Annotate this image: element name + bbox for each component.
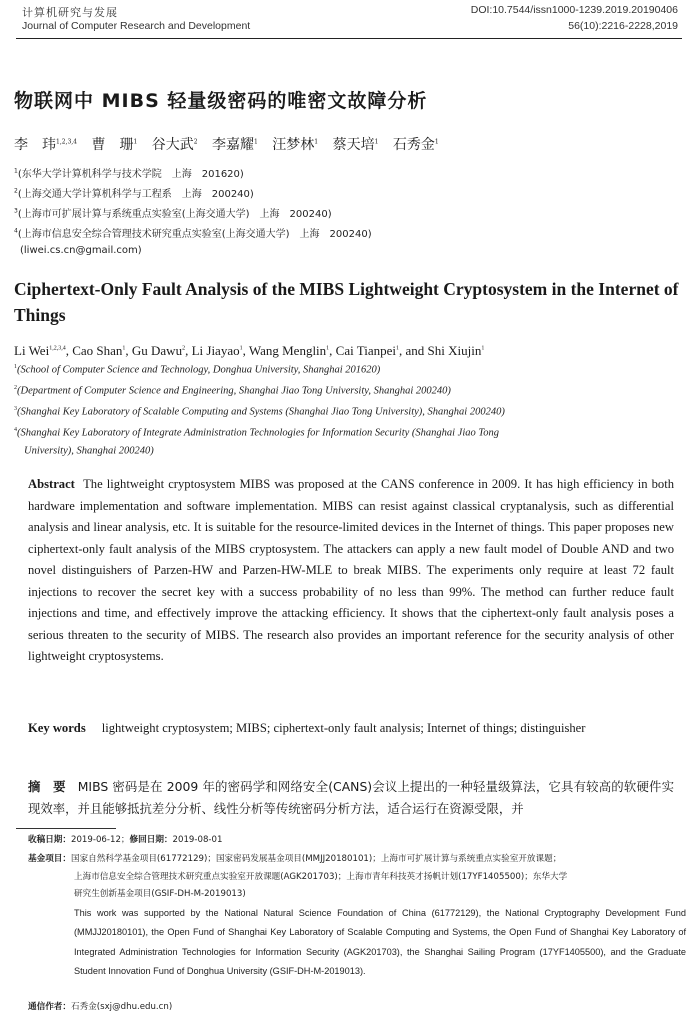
abstract-cn-text: MIBS 密码是在 2009 年的密码学和网络安全(CANS)会议上提出的一种轻量级算法，它具有较高的软硬件实现效率，并且能够抵抗差分分析、线性分析等传统密码分析方法，适合运行在资源受限，并: [28, 779, 674, 816]
author-cn: 曹 珊$^1$: [91, 137, 138, 153]
affiliation-cn: $^2$(上海交通大学计算机科学与工程系 上海 200240): [14, 187, 254, 200]
affiliation-en: $^4$(Shanghai Key Laboratory of Integrate Administration Technologies for Information Security (Shanghai Jiao Tong: [14, 427, 500, 439]
abstract-text: The lightweight cryptosystem MIBS was proposed at the CANS conference in 2009. It has high efficiency in both hardware implementation and software implementation. MIBS can resist against classical cryptanalysis, such as differential analysis and linear analysis, etc. It is suitable for the resource-limited devices in the Internet of things. This paper proposes new ciphertext-only fault analysis of the MIBS cryptosystem. The attackers can apply a new fault model of Double AND and two novel distinguishers of Parzen-HW and Parzen-HW-MLE to break MIBS. The experiments only require at least 72 fault injections to recover the secret key with a success probability of no less than 99%. The method can further reduce fault injections and time, and effectively improve the attacking efficiency. It shows that the ciphertext-only fault analysis poses a serious threaten to the security of MIBS. The research also provides an important reference for the security analysis of other lightweight cryptosystems.: [28, 477, 674, 663]
abstract-cn-label: 摘 要: [28, 779, 66, 794]
keywords-en: [28, 718, 674, 740]
title-cn: 物联网中 MIBS 轻量级密码的唯密文故障分析: [14, 90, 428, 112]
affiliation-en: $^2$(Department of Computer Science and Engineering, Shanghai Jiao Tong University, Shanghai 200240): [14, 385, 451, 397]
author-cn: 汪梦林$^1$: [272, 137, 319, 153]
footnote-dates: 收稿日期：2019-06-12；修回日期：2019-08-01: [28, 835, 223, 845]
journal-name-en: Journal of Computer Research and Development: [22, 20, 251, 32]
author-cn: 李 玮$^{1,2,3,4}$: [14, 137, 77, 153]
affiliation-cn: $^1$(东华大学计算机科学与技术学院 上海 201620): [14, 167, 244, 180]
keywords-text: lightweight cryptosystem; MIBS; ciphertext-only fault analysis; Internet of things; distinguisher: [101, 721, 586, 735]
author-email[interactable]: (liwei.cs.cn@gmail.com): [20, 245, 142, 256]
doi[interactable]: DOI:10.7544/issn1000-1239.2019.20190406: [470, 4, 678, 16]
affiliation-en-continued: University), Shanghai 200240): [24, 445, 154, 457]
footnote-funding-en: This work was supported by the National Natural Science Foundation of China (61772129), the National Cryptography Development Fund (MMJJ20180101), the Open Fund of Shanghai Key Laboratory of Scalable Computing and Systems, the Open Fund of Shanghai Key Laboratory of Integrated Administration Technologies for Information Security (AGK201703), the Shanghai Sailing Program (17YF1405500), and the Graduate Student Innovation Fund of Donghua University (GSIF-DH-M-2019013).: [74, 908, 686, 977]
footnote-funding-cn: 基金项目：国家自然科学基金项目(61772129)；国家密码发展基金项目(MMJJ20180101)；上海市可扩展计算与系统重点实验室开放课题； 上海市信息安全综合管理技术研究重点实验室开放课题(AGK201703)；上海市青年科技英才扬帆计划(17YF1405500)；东华大学 研究生创新基金项目(GSIF-DH-M-2019013): [28, 854, 568, 899]
journal-name-cn: 计算机研究与发展: [22, 6, 118, 19]
footnote-divider: [16, 828, 116, 829]
abstract-en: [28, 474, 674, 668]
affiliation-en: $^1$(School of Computer Science and Technology, Donghua University, Shanghai 201620): [14, 364, 381, 376]
affiliation-cn: $^3$(上海市可扩展计算与系统重点实验室(上海交通大学) 上海 200240): [14, 207, 332, 220]
author-cn: 蔡天培$^1$: [332, 137, 379, 153]
authors-en: Li Wei$^{1,2,3,4}$, Cao Shan$^1$, Gu Dawu$^2$, Li Jiayao$^1$, Wang Menglin$^1$, Cai Tianpei$^1$, and Shi Xiujin$^1$: [14, 343, 485, 358]
footnote-corresponding: 通信作者：石秀金(sxj@dhu.edu.cn): [28, 1002, 173, 1012]
header-divider: [16, 38, 682, 39]
affiliation-en: $^3$(Shanghai Key Laboratory of Scalable Computing and Systems (Shanghai Jiao Tong University), Shanghai 200240): [14, 406, 505, 418]
author-cn: 谷大武$^2$: [151, 137, 198, 153]
volume-info: 56(10):2216-2228,2019: [568, 20, 678, 32]
title-en: Ciphertext-Only Fault Analysis of the MIBS Lightweight Cryptosystem in the Internet of Things: [14, 279, 679, 325]
abstract-label: Abstract: [28, 477, 75, 491]
keywords-label: Key words: [28, 721, 86, 735]
authors-cn: [14, 134, 439, 154]
author-cn: 李嘉耀$^1$: [212, 137, 258, 153]
author-cn: 石秀金$^1$: [392, 137, 439, 153]
abstract-cn: [28, 776, 674, 820]
affiliation-cn: $^4$(上海市信息安全综合管理技术研究重点实验室(上海交通大学) 上海 200240): [14, 227, 372, 240]
